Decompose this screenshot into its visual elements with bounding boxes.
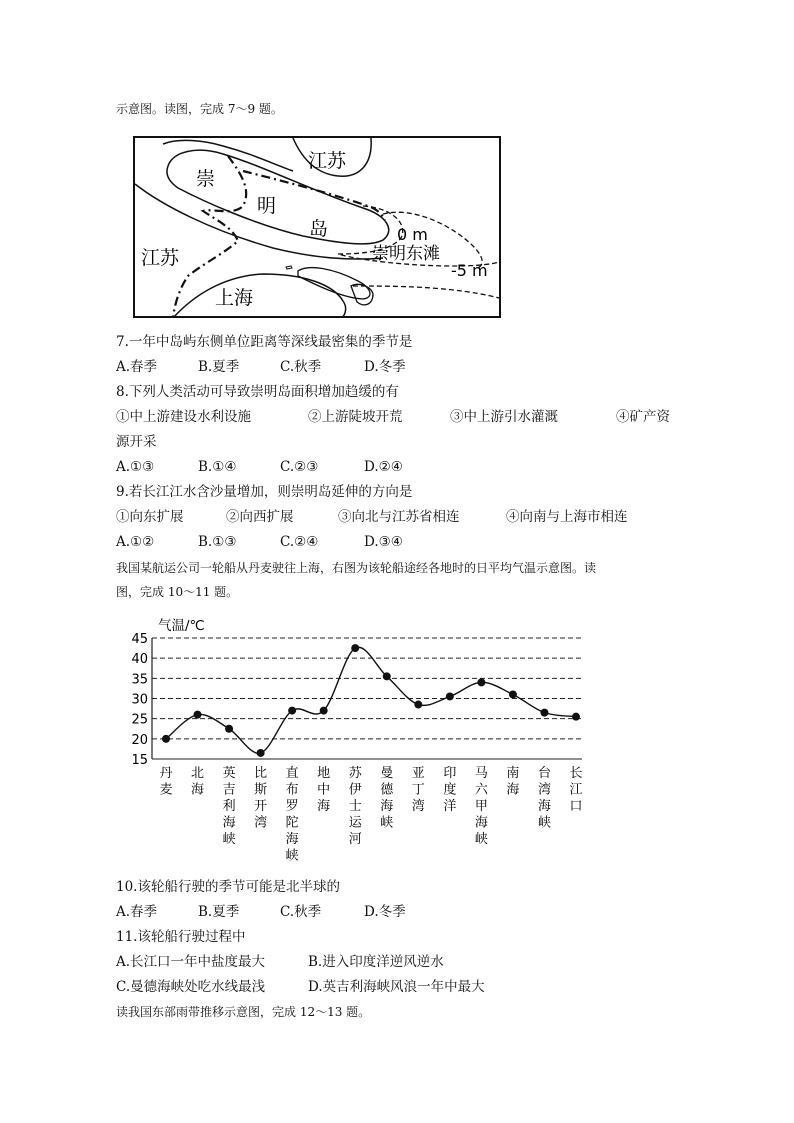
label-minus5m: -5 m [451, 261, 488, 280]
y-tick-label: 30 [131, 692, 148, 708]
data-point [383, 672, 391, 680]
data-point [225, 725, 233, 733]
q9-stem: 9.若长江江水含沙量增加，则崇明岛延伸的方向是 [116, 484, 413, 500]
x-tick-label: 比斯开湾 [254, 766, 268, 831]
x-tick-label: 丹麦 [159, 766, 173, 798]
data-point [162, 735, 170, 743]
x-tick-label: 台湾海峡 [537, 766, 551, 831]
x-tick-label: 直布罗陀海峡 [285, 766, 299, 864]
q10-option-a[interactable]: A.春季 [116, 904, 158, 920]
data-point [509, 690, 517, 698]
q8-item-1: ①中上游建设水利设施 [116, 409, 251, 425]
data-point [540, 709, 548, 717]
chongming-map [133, 136, 501, 318]
label-dao: 岛 [309, 218, 329, 240]
x-tick-label: 北海 [191, 766, 205, 798]
q10-option-c[interactable]: C.秋季 [280, 904, 322, 920]
q9-option-a[interactable]: A.①② [116, 534, 155, 550]
q10-option-b[interactable]: B.夏季 [198, 904, 240, 920]
label-dongtan: 崇明东滩 [372, 244, 440, 264]
q10-option-d[interactable]: D.冬季 [364, 904, 406, 920]
q8-option-b[interactable]: B.①④ [198, 459, 237, 475]
q8-items-cont: 源开采 [116, 434, 157, 450]
y-tick-label: 20 [131, 732, 148, 748]
x-tick-label: 地中海 [317, 766, 331, 814]
q7-stem: 7.一年中岛屿东侧单位距离等深线最密集的季节是 [116, 334, 413, 350]
q9-item-3: ③向北与江苏省相连 [338, 509, 460, 525]
q9-option-b[interactable]: B.①③ [198, 534, 237, 550]
data-point [477, 678, 485, 686]
label-ming: 明 [257, 195, 277, 217]
label-chong: 崇 [196, 168, 216, 190]
data-point [446, 692, 454, 700]
q9-item-2: ②向西扩展 [226, 509, 294, 525]
q11-option-b[interactable]: B.进入印度洋逆风逆水 [308, 954, 444, 970]
data-point [320, 707, 328, 715]
label-shanghai: 上海 [215, 287, 254, 309]
y-tick-label: 45 [131, 632, 148, 647]
intro-bottom: 读我国东部雨带推移示意图，完成 12～13 题。 [116, 1005, 371, 1019]
y-tick-label: 15 [131, 753, 148, 768]
q8-option-d[interactable]: D.②④ [364, 459, 403, 475]
label-jiangsu-top: 江苏 [308, 150, 347, 172]
q9-option-c[interactable]: C.②④ [280, 534, 319, 550]
y-tick-label: 25 [131, 712, 148, 728]
data-point [288, 707, 296, 715]
label-jiangsu-left: 江苏 [141, 247, 180, 269]
q11-option-c[interactable]: C.曼德海峡处吃水线最浅 [116, 979, 266, 995]
x-tick-label: 南海 [506, 766, 520, 798]
q8-item-4: ④矿产资 [616, 409, 670, 425]
q8-item-3: ③中上游引水灌溉 [450, 409, 558, 425]
q9-item-1: ①向东扩展 [116, 509, 184, 525]
data-point [572, 713, 580, 721]
x-tick-label: 苏伊士运河 [348, 766, 362, 847]
temperature-chart [116, 612, 592, 864]
q8-option-a[interactable]: A.①③ [116, 459, 155, 475]
q7-option-d[interactable]: D.冬季 [364, 359, 406, 375]
label-0m: 0 m [397, 225, 428, 244]
x-tick-label: 印度洋 [443, 766, 457, 814]
q11-option-a[interactable]: A.长江口一年中盐度最大 [116, 954, 266, 970]
intro-mid-1: 我国某航运公司一轮船从丹麦驶往上海，右图为该轮船途经各地时的日平均气温示意图。读 [116, 561, 597, 575]
q9-item-4: ④向南与上海市相连 [506, 509, 628, 525]
q7-option-c[interactable]: C.秋季 [280, 359, 322, 375]
x-tick-label: 长江口 [569, 766, 583, 814]
q8-option-c[interactable]: C.②③ [280, 459, 319, 475]
data-point [194, 711, 202, 719]
data-point [351, 644, 359, 652]
data-point [414, 701, 422, 709]
x-tick-label: 马六甲海峡 [474, 766, 488, 847]
y-tick-label: 35 [131, 672, 148, 688]
q10-stem: 10.该轮船行驶的季节可能是北半球的 [116, 879, 340, 895]
x-tick-label: 曼德海峡 [380, 766, 394, 831]
y-tick-label: 40 [131, 652, 148, 668]
x-tick-label: 亚丁湾 [411, 766, 425, 814]
intro-mid-2: 图，完成 10～11 题。 [116, 585, 239, 599]
q11-option-d[interactable]: D.英吉利海峡风浪一年中最大 [308, 979, 485, 995]
x-tick-label: 英吉利海峡 [222, 766, 236, 847]
q8-stem: 8.下列人类活动可导致崇明岛面积增加趋缓的有 [116, 384, 399, 400]
q7-option-b[interactable]: B.夏季 [198, 359, 240, 375]
temperature-line [166, 647, 576, 753]
intro-text: 示意图。读图，完成 7～9 题。 [116, 102, 283, 116]
q11-stem: 11.该轮船行驶过程中 [116, 929, 246, 945]
q7-option-a[interactable]: A.春季 [116, 359, 158, 375]
data-point [257, 749, 265, 757]
q9-option-d[interactable]: D.③④ [364, 534, 403, 550]
chart-ylabel: 气温/℃ [158, 618, 205, 634]
q8-item-2: ②上游陡坡开荒 [308, 409, 403, 425]
